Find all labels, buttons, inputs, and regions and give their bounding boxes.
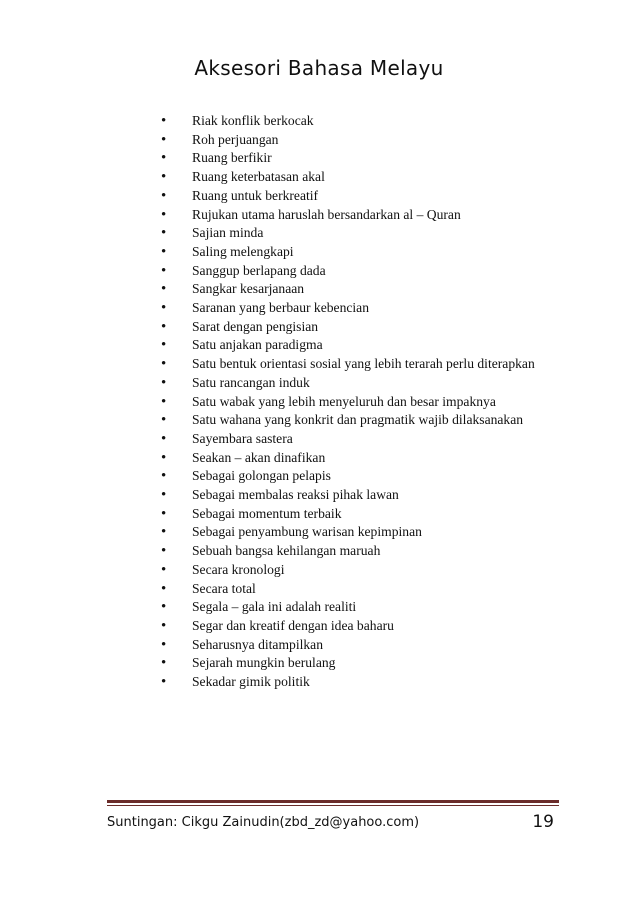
list-item: • Roh perjuangan <box>161 131 561 150</box>
list-item: • Sayembara sastera <box>161 430 561 449</box>
list-item: • Satu wabak yang lebih menyeluruh dan besar impaknya <box>161 393 561 412</box>
list-item: • Sanggup berlapang dada <box>161 262 561 281</box>
list-item: • Rujukan utama haruslah bersandarkan al – Quran <box>161 206 561 225</box>
list-item: • Satu anjakan paradigma <box>161 336 561 355</box>
list-item: • Sejarah mungkin berulang <box>161 654 561 673</box>
list-item: • Segar dan kreatif dengan idea baharu <box>161 617 561 636</box>
footer-divider-thin <box>107 805 559 806</box>
list-item: • Sebagai membalas reaksi pihak lawan <box>161 486 561 505</box>
list-item: • Sebagai penyambung warisan kepimpinan <box>161 523 561 542</box>
page-title: Aksesori Bahasa Melayu <box>194 56 444 80</box>
list-item: • Sebagai momentum terbaik <box>161 505 561 524</box>
list-item: • Riak konflik berkocak <box>161 112 561 131</box>
list-item: • Ruang untuk berkreatif <box>161 187 561 206</box>
list-item: • Satu wahana yang konkrit dan pragmatik wajib dilaksanakan <box>161 411 561 430</box>
list-item: • Secara total <box>161 580 561 599</box>
footer-divider <box>107 800 559 803</box>
list-item: • Seakan – akan dinafikan <box>161 449 561 468</box>
list-item: • Sebuah bangsa kehilangan maruah <box>161 542 561 561</box>
list-item: • Saling melengkapi <box>161 243 561 262</box>
list-item: • Sebagai golongan pelapis <box>161 467 561 486</box>
list-item: • Satu bentuk orientasi sosial yang lebih terarah perlu diterapkan <box>161 355 561 374</box>
list-item: • Ruang keterbatasan akal <box>161 168 561 187</box>
list-item: • Saranan yang berbaur kebencian <box>161 299 561 318</box>
list-item: • Seharusnya ditampilkan <box>161 636 561 655</box>
page-number: 19 <box>532 812 554 832</box>
list-item: • Segala – gala ini adalah realiti <box>161 598 561 617</box>
list-item: • Sarat dengan pengisian <box>161 318 561 337</box>
list-item: • Sangkar kesarjanaan <box>161 280 561 299</box>
list-item: • Satu rancangan induk <box>161 374 561 393</box>
footer-credit: Suntingan: Cikgu Zainudin(zbd_zd@yahoo.com) <box>107 815 420 830</box>
list-item: • Sajian minda <box>161 224 561 243</box>
list-item: • Ruang berfikir <box>161 149 561 168</box>
list-item: • Secara kronologi <box>161 561 561 580</box>
list-item: • Sekadar gimik politik <box>161 673 561 692</box>
phrase-list <box>161 112 561 692</box>
